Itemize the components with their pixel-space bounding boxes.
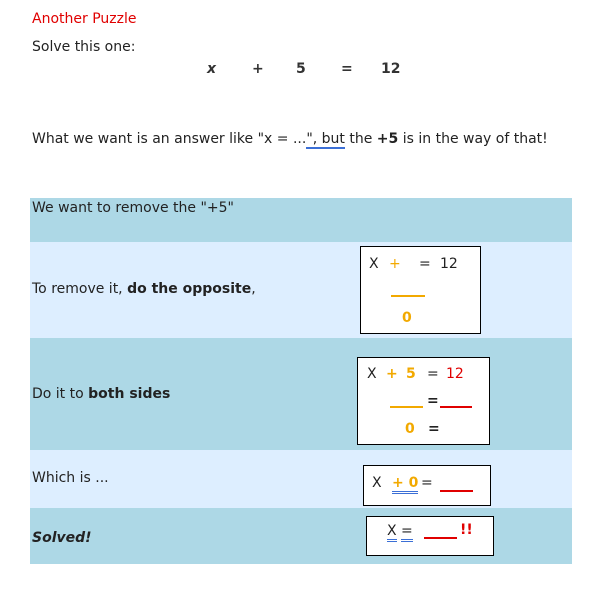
equation-box: X + 5 = 12 = 0 = bbox=[357, 357, 490, 445]
equation-equals: = bbox=[341, 61, 353, 77]
equation-box: X + = 12 0 bbox=[360, 246, 481, 334]
step-text: Solved! bbox=[32, 530, 92, 546]
spellcheck-underline: ", but bbox=[306, 131, 345, 147]
equation-five: 5 bbox=[296, 61, 306, 77]
equation-box: X = !! bbox=[366, 516, 494, 556]
equation-rhs: 12 bbox=[381, 61, 401, 77]
step-row-opposite bbox=[30, 242, 572, 338]
step-row-which-is bbox=[30, 450, 572, 508]
red-blank bbox=[440, 490, 473, 492]
step-row-solved bbox=[30, 508, 572, 564]
step-row-remove bbox=[30, 198, 572, 242]
step-text: We want to remove the "+5" bbox=[32, 200, 234, 216]
intro-text: Solve this one: bbox=[32, 39, 136, 55]
red-blank bbox=[440, 406, 472, 408]
equation-plus: + bbox=[252, 61, 264, 77]
step-text: Which is ... bbox=[32, 470, 109, 486]
explanation-paragraph: What we want is an answer like "x = ...", but the +5 is in the way of that! bbox=[32, 131, 548, 147]
orange-blank bbox=[391, 295, 425, 297]
orange-blank bbox=[390, 406, 423, 408]
equation-box: X + 0 = bbox=[363, 465, 491, 506]
step-row-both-sides bbox=[30, 338, 572, 450]
equation-variable: x bbox=[207, 61, 217, 77]
step-text: Do it to both sides bbox=[32, 386, 171, 402]
page-heading: Another Puzzle bbox=[32, 11, 137, 27]
step-text: To remove it, do the opposite, bbox=[32, 281, 256, 297]
red-blank bbox=[424, 537, 457, 539]
